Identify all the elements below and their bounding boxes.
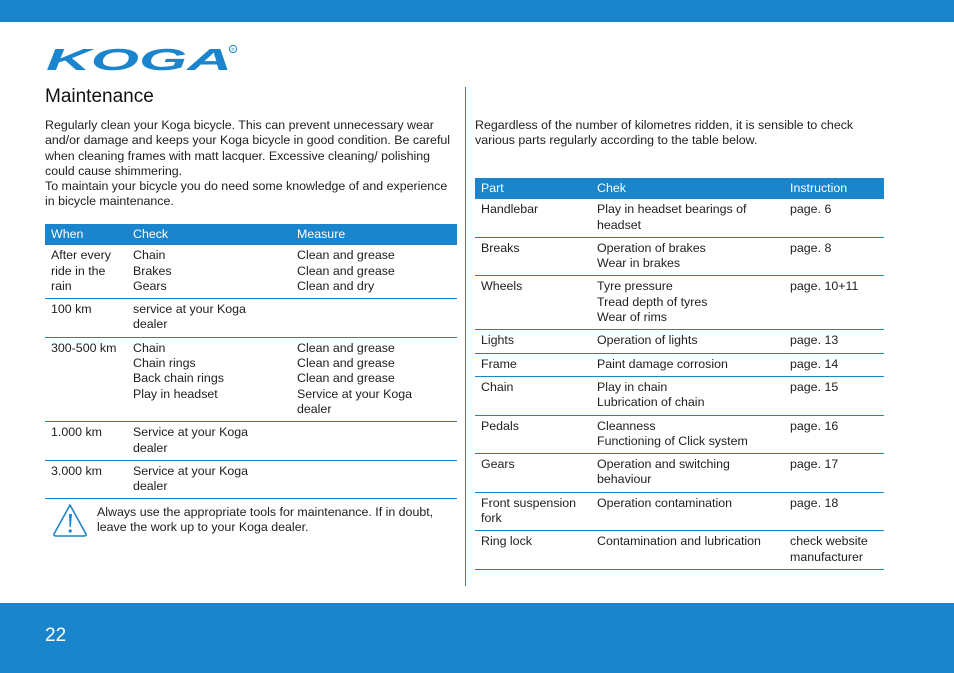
column-header: Chek	[591, 178, 784, 199]
table-cell: service at your Koga dealer	[127, 299, 291, 338]
table-cell: Handlebar	[475, 199, 591, 237]
column-divider	[465, 87, 466, 586]
table-header-row	[45, 224, 457, 245]
logo-text: KOGA	[46, 44, 232, 74]
table-cell: Tyre pressure Tread depth of tyres Wear of rims	[591, 276, 784, 330]
table-cell: page. 14	[784, 353, 884, 376]
table-row	[475, 415, 884, 454]
table-cell: Wheels	[475, 276, 591, 330]
svg-text:R: R	[231, 46, 235, 52]
column-header: Check	[127, 224, 291, 245]
note-text: Always use the appropriate tools for maintenance. If in doubt, leave the work up to your Koga dealer.	[97, 505, 434, 535]
warning-icon	[52, 503, 88, 539]
table-cell: 1.000 km	[45, 422, 127, 461]
table-cell: page. 13	[784, 330, 884, 353]
table-cell: page. 15	[784, 376, 884, 415]
table-cell: Chain	[475, 376, 591, 415]
table-cell: Operation of lights	[591, 330, 784, 353]
table-cell	[291, 460, 457, 499]
table-cell: Play in chain Lubrication of chain	[591, 376, 784, 415]
page-title: Maintenance	[45, 86, 154, 107]
table-cell	[291, 422, 457, 461]
table-cell: page. 8	[784, 237, 884, 276]
table-header-row	[475, 178, 884, 199]
table-cell: Play in headset bearings of headset	[591, 199, 784, 237]
table-cell: Paint damage corrosion	[591, 353, 784, 376]
table-row	[45, 337, 457, 421]
right-intro-text: Regardless of the number of kilometres ridden, it is sensible to check various parts regularly according to the table below.	[475, 118, 854, 148]
table-row	[45, 460, 457, 499]
table-cell: Operation of brakes Wear in brakes	[591, 237, 784, 276]
column-header: Measure	[291, 224, 457, 245]
table-cell: After every ride in the rain	[45, 245, 127, 298]
table-cell: Operation and switching behaviour	[591, 454, 784, 493]
table-cell: Pedals	[475, 415, 591, 454]
table-cell: page. 18	[784, 492, 884, 531]
table-row	[475, 330, 884, 353]
table-row	[45, 422, 457, 461]
table-row	[475, 376, 884, 415]
table-row	[475, 353, 884, 376]
intro-paragraph: Regularly clean your Koga bicycle. This can prevent unnecessary wear and/or damage and keeps your Koga bicycle in good condition. Be careful when cleaning frames with matt lacquer. Excessive cleaning/ polishing could cause shimmering.	[45, 118, 451, 178]
table-cell: Breaks	[475, 237, 591, 276]
table-row	[45, 299, 457, 338]
table-cell: page. 16	[784, 415, 884, 454]
page-number: 22	[45, 625, 67, 646]
table-row	[475, 276, 884, 330]
table-cell: 100 km	[45, 299, 127, 338]
table-cell: page. 17	[784, 454, 884, 493]
table-row	[475, 237, 884, 276]
table-row	[475, 531, 884, 570]
table-cell: page. 10+11	[784, 276, 884, 330]
table-cell: Ring lock	[475, 531, 591, 570]
intro-text	[45, 118, 460, 210]
column-header: Part	[475, 178, 591, 199]
table-cell: Chain Chain rings Back chain rings Play in headset	[127, 337, 291, 421]
table-cell: Clean and grease Clean and grease Clean and dry	[291, 245, 457, 298]
table-cell: Service at your Koga dealer	[127, 460, 291, 499]
top-bar	[0, 0, 954, 22]
parts-check-table	[475, 178, 884, 570]
table-cell: Operation contamination	[591, 492, 784, 531]
table-cell: check website manufacturer	[784, 531, 884, 570]
table-cell: Frame	[475, 353, 591, 376]
table-cell: 3.000 km	[45, 460, 127, 499]
table-cell: Contamination and lubrication	[591, 531, 784, 570]
table-cell: Front suspension fork	[475, 492, 591, 531]
koga-logo	[46, 44, 238, 74]
table-cell	[291, 299, 457, 338]
table-cell: Service at your Koga dealer	[127, 422, 291, 461]
table-cell: Lights	[475, 330, 591, 353]
intro-paragraph: To maintain your bicycle you do need some knowledge of and experience in bicycle maintenance.	[45, 179, 448, 209]
column-header: When	[45, 224, 127, 245]
table-row	[475, 492, 884, 531]
bottom-bar	[0, 603, 954, 673]
table-cell: 300-500 km	[45, 337, 127, 421]
maintenance-schedule-table	[45, 224, 457, 499]
table-cell: Clean and grease Clean and grease Clean and grease Service at your Koga dealer	[291, 337, 457, 421]
table-cell: page. 6	[784, 199, 884, 237]
column-header: Instruction	[784, 178, 884, 199]
table-cell: Gears	[475, 454, 591, 493]
table-cell: Cleanness Functioning of Click system	[591, 415, 784, 454]
table-row	[475, 199, 884, 237]
table-row	[475, 454, 884, 493]
table-row	[45, 245, 457, 298]
table-cell: Chain Brakes Gears	[127, 245, 291, 298]
